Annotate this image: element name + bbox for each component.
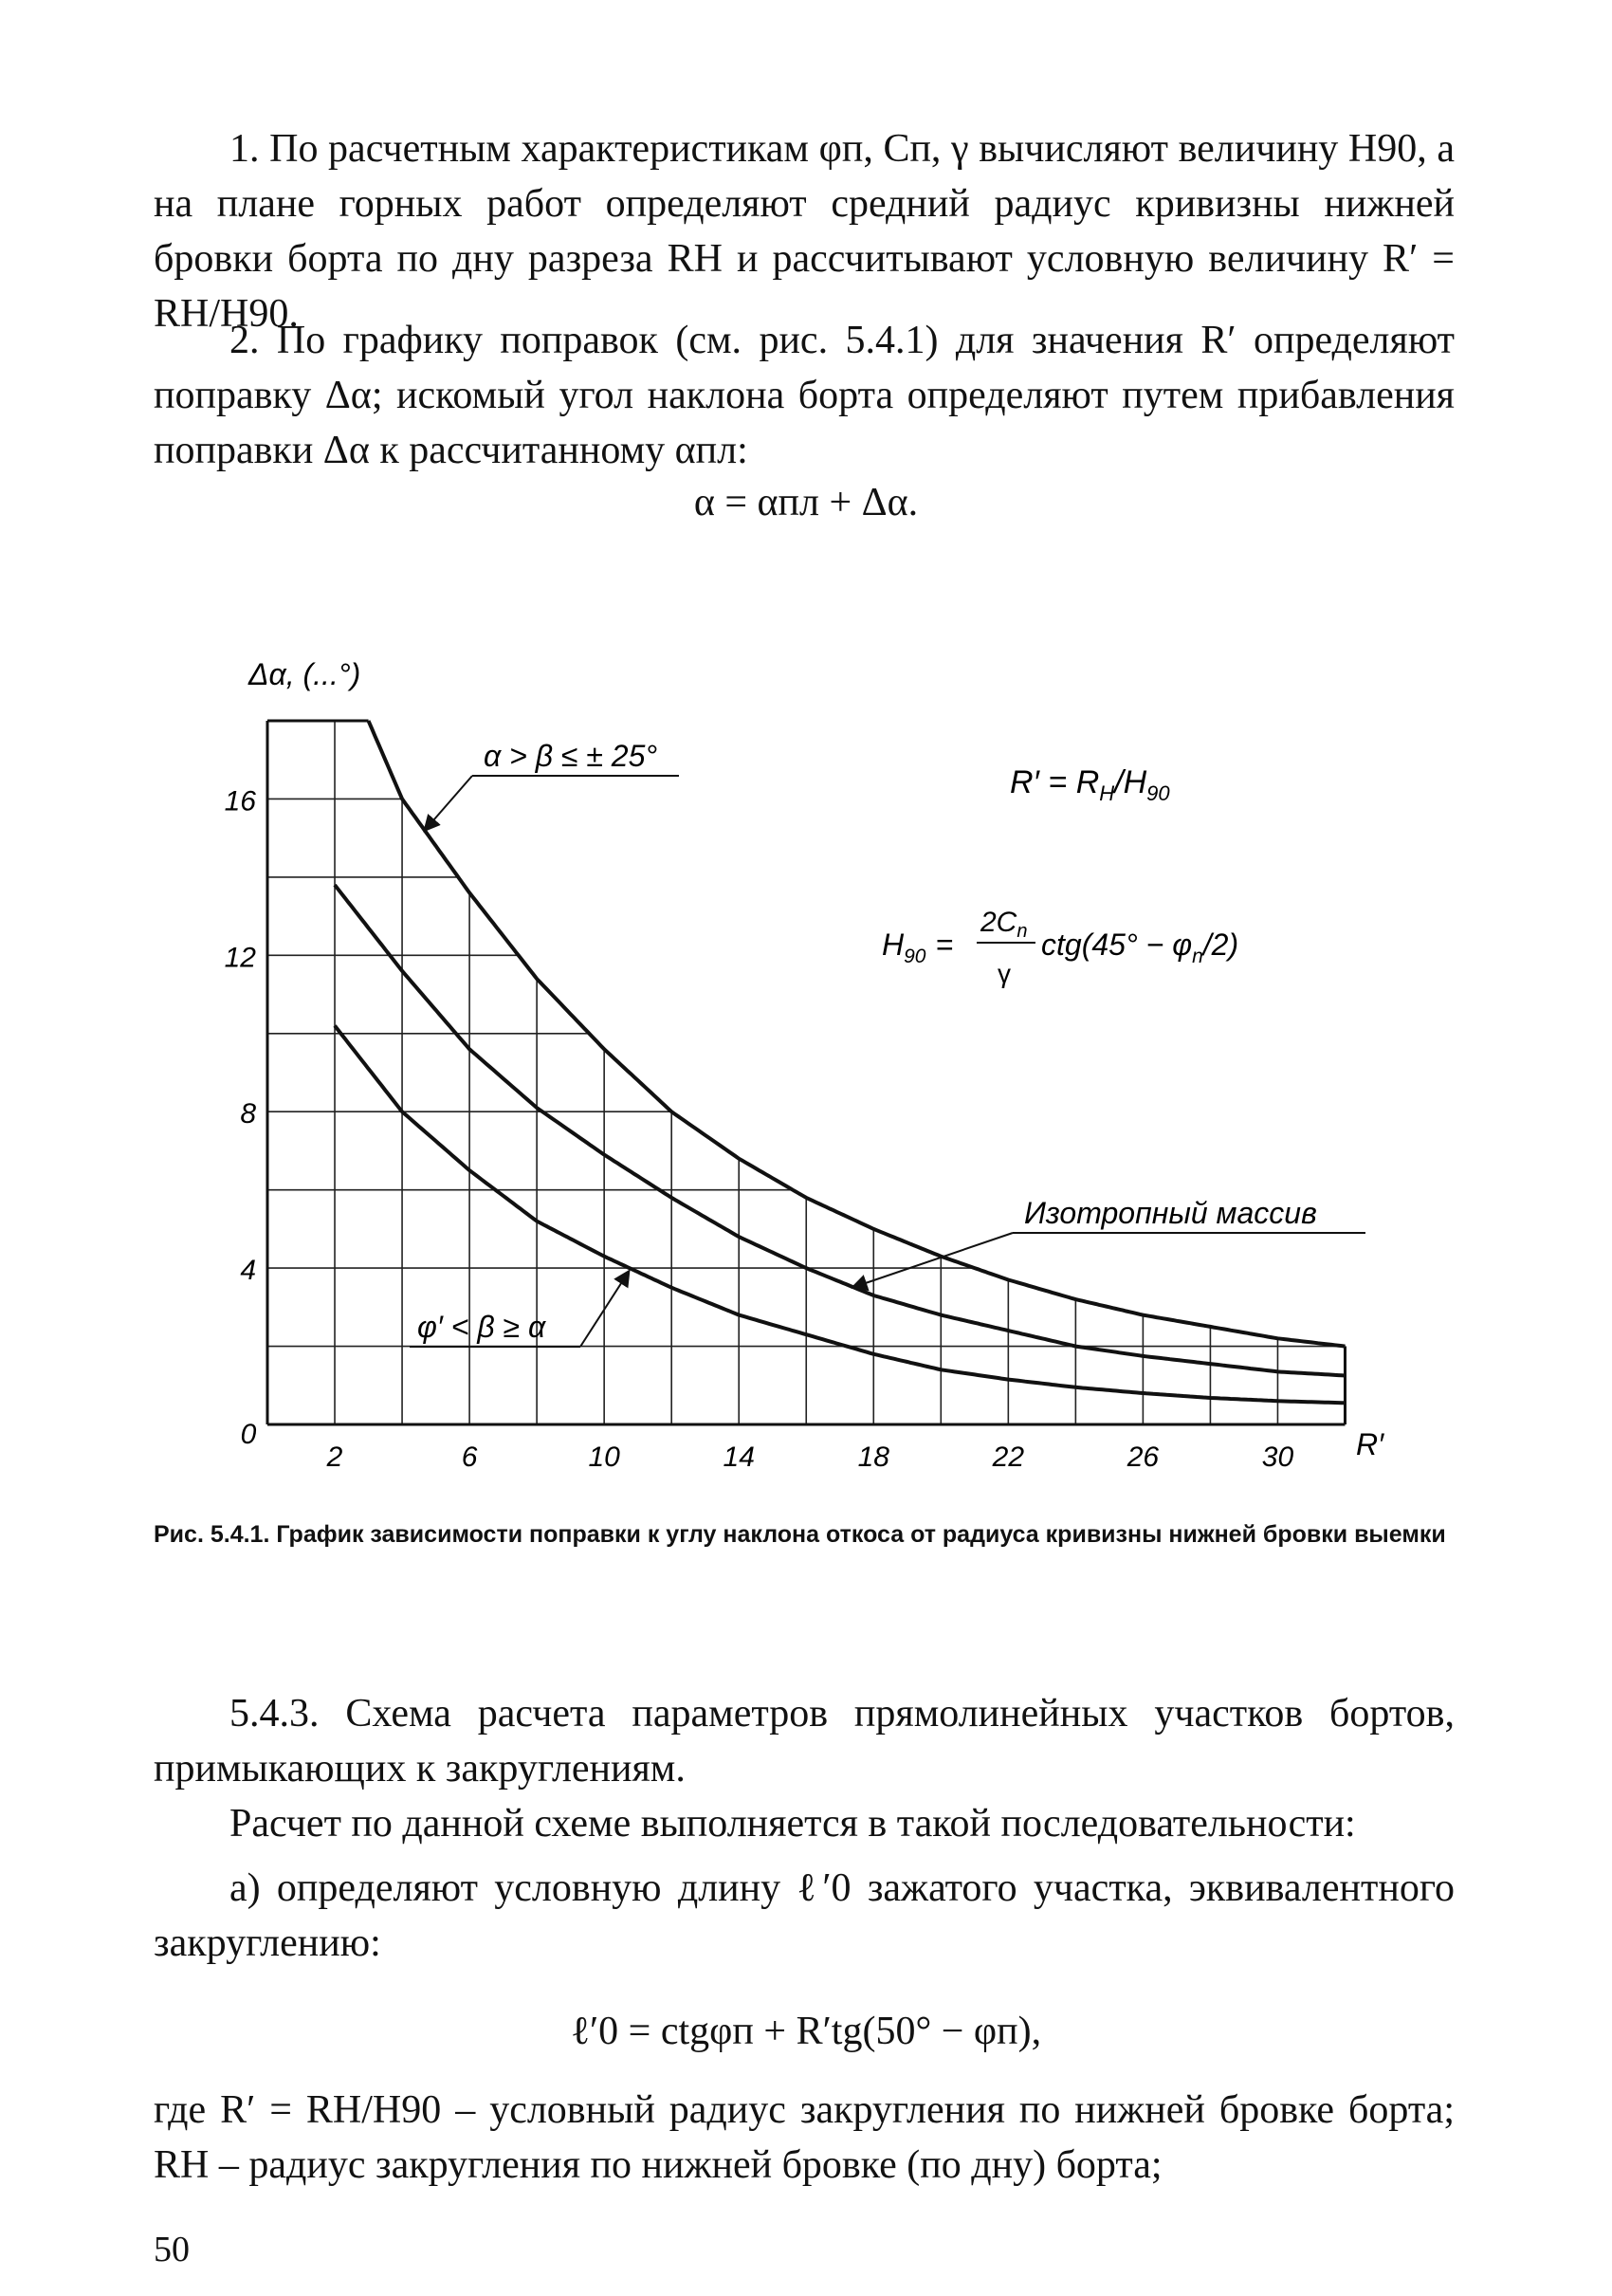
chart-annotations: [247, 657, 1384, 1461]
x-tick-label: 0: [240, 1419, 257, 1450]
ratio-formula-r-sub: H: [1099, 781, 1115, 805]
x-tick-label: 18: [857, 1442, 889, 1473]
h90-rhs-end: /2): [1202, 928, 1239, 962]
formula-alpha: α = αпл + Δα.: [693, 481, 919, 524]
y-tick-label: 12: [224, 942, 256, 974]
paragraph-5-4-3: 5.4.3. Схема расчета параметров прямолинейных участков бортов, примыкающих к закруглениям.: [154, 1692, 1455, 1791]
series-label-leader-1: [424, 776, 472, 831]
ratio-formula-h-sub: 90: [1146, 781, 1170, 805]
h90-numerator-main: 2C: [980, 907, 1017, 938]
y-axis-label: Δα, (...°): [248, 657, 361, 691]
h90-rhs-main: ctg(45° − φ: [1041, 928, 1193, 962]
h90-denominator: γ: [998, 959, 1011, 988]
y-tick-label: 4: [240, 1255, 256, 1287]
x-tick-label: 22: [992, 1442, 1025, 1473]
paragraph-step-2: 2. По графику поправок (см. рис. 5.4.1) для значения R′ определяют поправку Δα; искомый угол наклона борта определяют путем прибавления поправки Δα к рассчитанному αпл:: [154, 319, 1455, 472]
series-label-2: Изотропный массив: [1024, 1196, 1317, 1230]
x-tick-label: 10: [588, 1442, 620, 1473]
page-number: 50: [154, 2230, 190, 2269]
x-tick-label: 6: [461, 1442, 478, 1473]
y-tick-label: 16: [224, 785, 256, 817]
h90-numerator-sub: n: [1017, 921, 1028, 942]
ratio-formula-slash: /: [1114, 764, 1124, 800]
h90-eq: =: [935, 928, 954, 962]
h90-lhs-letter: H: [882, 928, 905, 962]
ratio-formula: [1010, 764, 1170, 805]
chart-series: [335, 721, 1346, 1403]
h90-numerator: [980, 907, 1027, 942]
series-label-leader-2: [852, 1233, 1013, 1288]
chart-ticks: [225, 785, 1294, 1473]
paragraph-step-a: а) определяют условную длину ℓ′0 зажатого участка, эквивалентного закруглению:: [154, 1866, 1455, 1965]
series-label-1: α > β ≤ ± 25°: [484, 739, 658, 773]
x-tick-label: 30: [1261, 1442, 1294, 1473]
x-tick-label: 2: [326, 1442, 343, 1473]
ratio-formula-r: R: [1075, 764, 1100, 800]
x-tick-label: 26: [1127, 1442, 1160, 1473]
h90-formula: [882, 907, 1238, 988]
h90-formula-lhs: [882, 928, 953, 967]
series-label-3: φ′ < β ≥ α: [417, 1310, 546, 1344]
x-axis-label: R′: [1356, 1427, 1384, 1461]
y-tick-label: 8: [240, 1098, 256, 1130]
ratio-formula-h: H: [1123, 764, 1147, 800]
formula-l0: ℓ′0 = ctgφп + R′tg(50° − φп),: [570, 2010, 1042, 2053]
paragraph-step-1: 1. По расчетным характеристикам φп, Сп, γ вычисляют величину H90, а на плане горных работ определяют средний радиус кривизны нижней бровки борта по дну разреза RH и рассчитывают условную величину R′ = RH/H90.: [154, 127, 1455, 336]
paragraph-where: где R′ = RH/H90 – условный радиус закругления по нижней бровке борта; RH – радиус закругления по нижней бровке (по дну) борта;: [154, 2088, 1455, 2187]
h90-lhs-sub: 90: [904, 946, 926, 967]
h90-formula-rhs: [1041, 928, 1238, 967]
figure-caption: Рис. 5.4.1. График зависимости поправки к углу наклона откоса от радиуса кривизны нижней бровки выемки: [154, 1521, 1446, 1548]
x-tick-label: 14: [723, 1442, 755, 1473]
ratio-formula-lhs: R′ =: [1010, 764, 1076, 800]
h90-rhs-sub: n: [1192, 946, 1203, 967]
paragraph-sequence: Расчет по данной схеме выполняется в такой последовательности:: [229, 1802, 1356, 1846]
